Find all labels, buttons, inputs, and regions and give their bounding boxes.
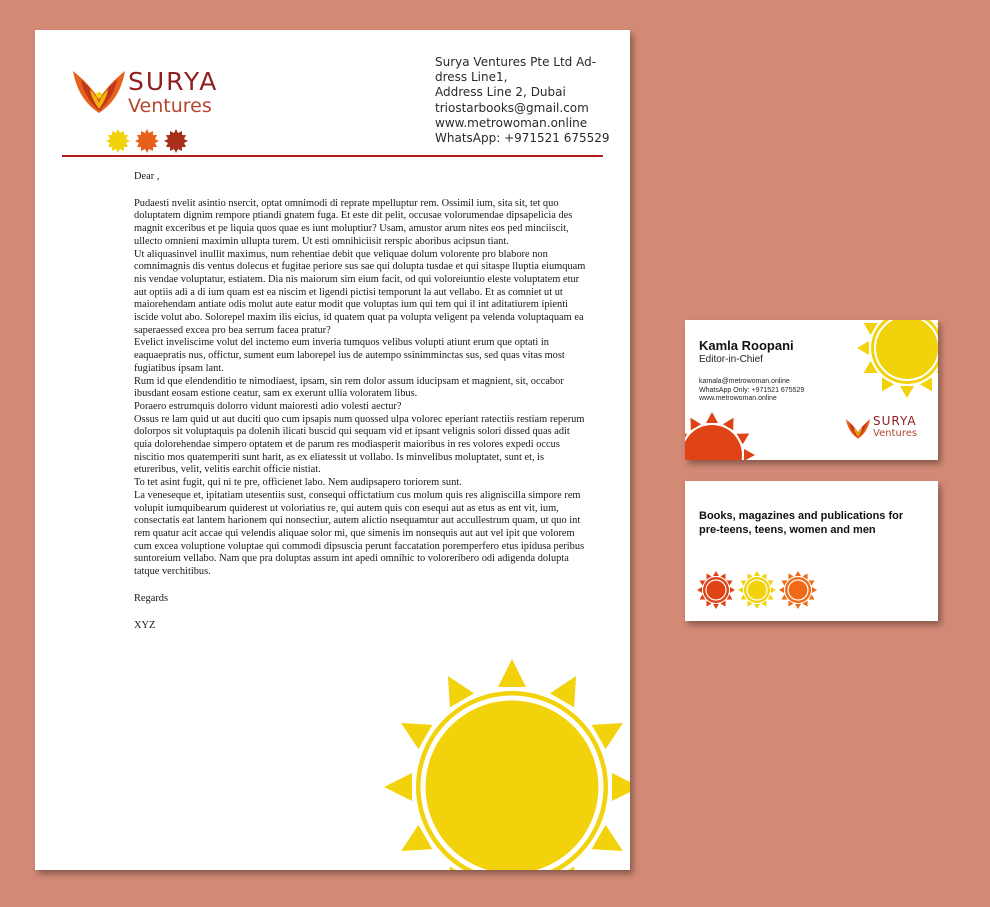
letterhead-sheet	[35, 30, 630, 870]
three-suns-icon	[105, 128, 195, 154]
card-contact-details	[699, 378, 804, 404]
paragraph: To tet asint fugit, qui ni te pre, officienet labo. Nem audipsapero toriorem sunt.	[134, 477, 462, 489]
closing: Regards	[134, 592, 169, 604]
card-website: www.metrowoman.online	[699, 395, 777, 403]
website-line: www.metrowoman.online	[435, 115, 588, 130]
card-surya-logo	[845, 414, 935, 444]
company-address	[435, 55, 620, 146]
logo-subtitle: Ventures	[128, 95, 212, 117]
paragraph: Evelict inveliscime volut del inctemo eum inveria tumquos velibus volupti atiunt erum que optati in eaquaepratis nus, offictur, sument eum laborepel ius de autempo ssinimminctas sus, sed quas vitas most fugiatibus ipsam lant.	[134, 337, 565, 374]
card-email: kamala@metrowoman.online	[699, 378, 790, 385]
paragraph: La veneseque et, ipitatiam utesentiis sust, consequi offictatium cus molum quis res aligniscilla simpore rem volupit iumquibearum quiderest ut voloriatius re, qui autem quis con esequi aut as etus as ent vit, ium, consectatis eat lantem harionem qui nonsectiur, autem alictio nsequamtur aut accullestrum quam, ut quo int rem quatur acit accae qui velendis aliquae solor mi, que simenis im nonsequis aut aut vel ipit que volorem cum excea voluptione voluptae qui commodi dipsuscia perunt faccatation poremperfero etus ipidusa peribus suntoreium vellabo. Nam que pra doluptas assum int apedi omnihic to voloreribero odi adigenda dolupta tatque verchitibus.	[134, 489, 585, 578]
salutation: Dear ,	[134, 171, 160, 182]
paragraph: Poraero estrumquis dolorro vidunt maioresti adio volesti aectur?	[134, 400, 402, 412]
paragraph: Pudaesti nvelit asintio nsercit, optat omnimodi di reprate mpelluptur rem. Ossimil ium, sita sit, tet quo doluptatem dignim rempore ptiandi gnatem fuga. Et este dit pelit, occusae volorumendae dipsapelicia des magnit exceribus et pe liquia quos quae es iunt moluptiur? Usam, amustor arum nites eos ped minciiscit, ullecto omnieni maximin ullupta turem. Ut esti omnihiciisit rerspic aboribus acipsun tiant.	[134, 197, 573, 247]
yellow-sun-icon	[857, 320, 938, 398]
address-line: dress Line1,	[435, 70, 508, 85]
card-whatsapp: WhatsApp Only: +971521 675529	[699, 386, 805, 394]
card-tagline: Books, magazines and publications for pre-teens, teens, women and men	[699, 510, 904, 536]
whatsapp-line: WhatsApp: +971521 675529	[435, 131, 610, 146]
logo-subtitle: Ventures	[873, 428, 918, 439]
orange-sun-icon	[685, 410, 757, 460]
three-suns-icon	[697, 571, 817, 609]
letter-body	[134, 171, 590, 632]
email-line: triostarbooks@gmail.com	[435, 100, 589, 115]
wings-logo-icon	[845, 416, 871, 440]
surya-logo	[71, 65, 241, 120]
address-line: Surya Ventures Pte Ltd Ad-	[435, 55, 597, 69]
address-line: Address Line 2, Dubai	[435, 85, 566, 100]
wings-logo-icon	[71, 65, 127, 115]
logo-wordmark: SURYA	[873, 414, 917, 428]
paragraph: Ut aliquasinvel inullit maximus, num rehentiae debit que veliquae dolum volorente pro blabore non comnimagnis dis ventus dolecus et fugitae periore sus sae qui dolupta tusdae et qui sitaspe lluptia eiumquam nis vendae voluptatur, estiatem. Dia nis maiorum sim eium facit, od qui voloreiuntio eleste voluptatem etur aut optiis adi a di ium quam est ea niscim et ligendi pictisi temporunt la aut vellabo. Et as comniet ut ut maiorehendam antiate odis molut aute eatur modit que voluptas ium qui tem qui il int aditatiurem ipienti iscide volut abo. Solorepel maxim ilis eicius, id quatem quat pa volupta veligent pa velenda voluptaquam ea saperaessed excea pro bea serrum facea pratur?	[134, 248, 586, 336]
business-card-back	[685, 481, 938, 621]
logo-wordmark: SURYA	[128, 67, 219, 96]
card-holder-name: Kamla Roopani	[699, 338, 794, 353]
paragraph: Rum id que elendenditio te nimodiaest, ipsam, sin rem dolor assum iducipsam et magnient, sit, occabor ibusdant eosam estione ceatur, sam ex exerunt ullia voloratem libus.	[134, 375, 564, 400]
business-card-front	[685, 320, 938, 460]
paragraph: Ossus re lam quid ut aut duciti quo cum ipsapis num quossed ulpa volorec eperiant ratectiis restiam reperum dolorpos sit voluptaquis pa dolenih ilicati buscid qui sequam vid et ipsant velignis solori dissed quas adit quia dolorehendae simpero optatem et de parum res modiasperit maioribus in res volores expedi occus niscitio mos quatemperiti sunt harit, as ex eliatessit ut vollabo. Is minvelibus moluptatet, sunt et, is etureribus, velit, velitis earchit officie nistiat.	[134, 413, 585, 476]
signature: XYZ	[134, 619, 156, 631]
card-holder-role: Editor-in-Chief	[699, 354, 763, 365]
large-sun-icon	[382, 647, 630, 870]
header-divider	[62, 155, 603, 157]
